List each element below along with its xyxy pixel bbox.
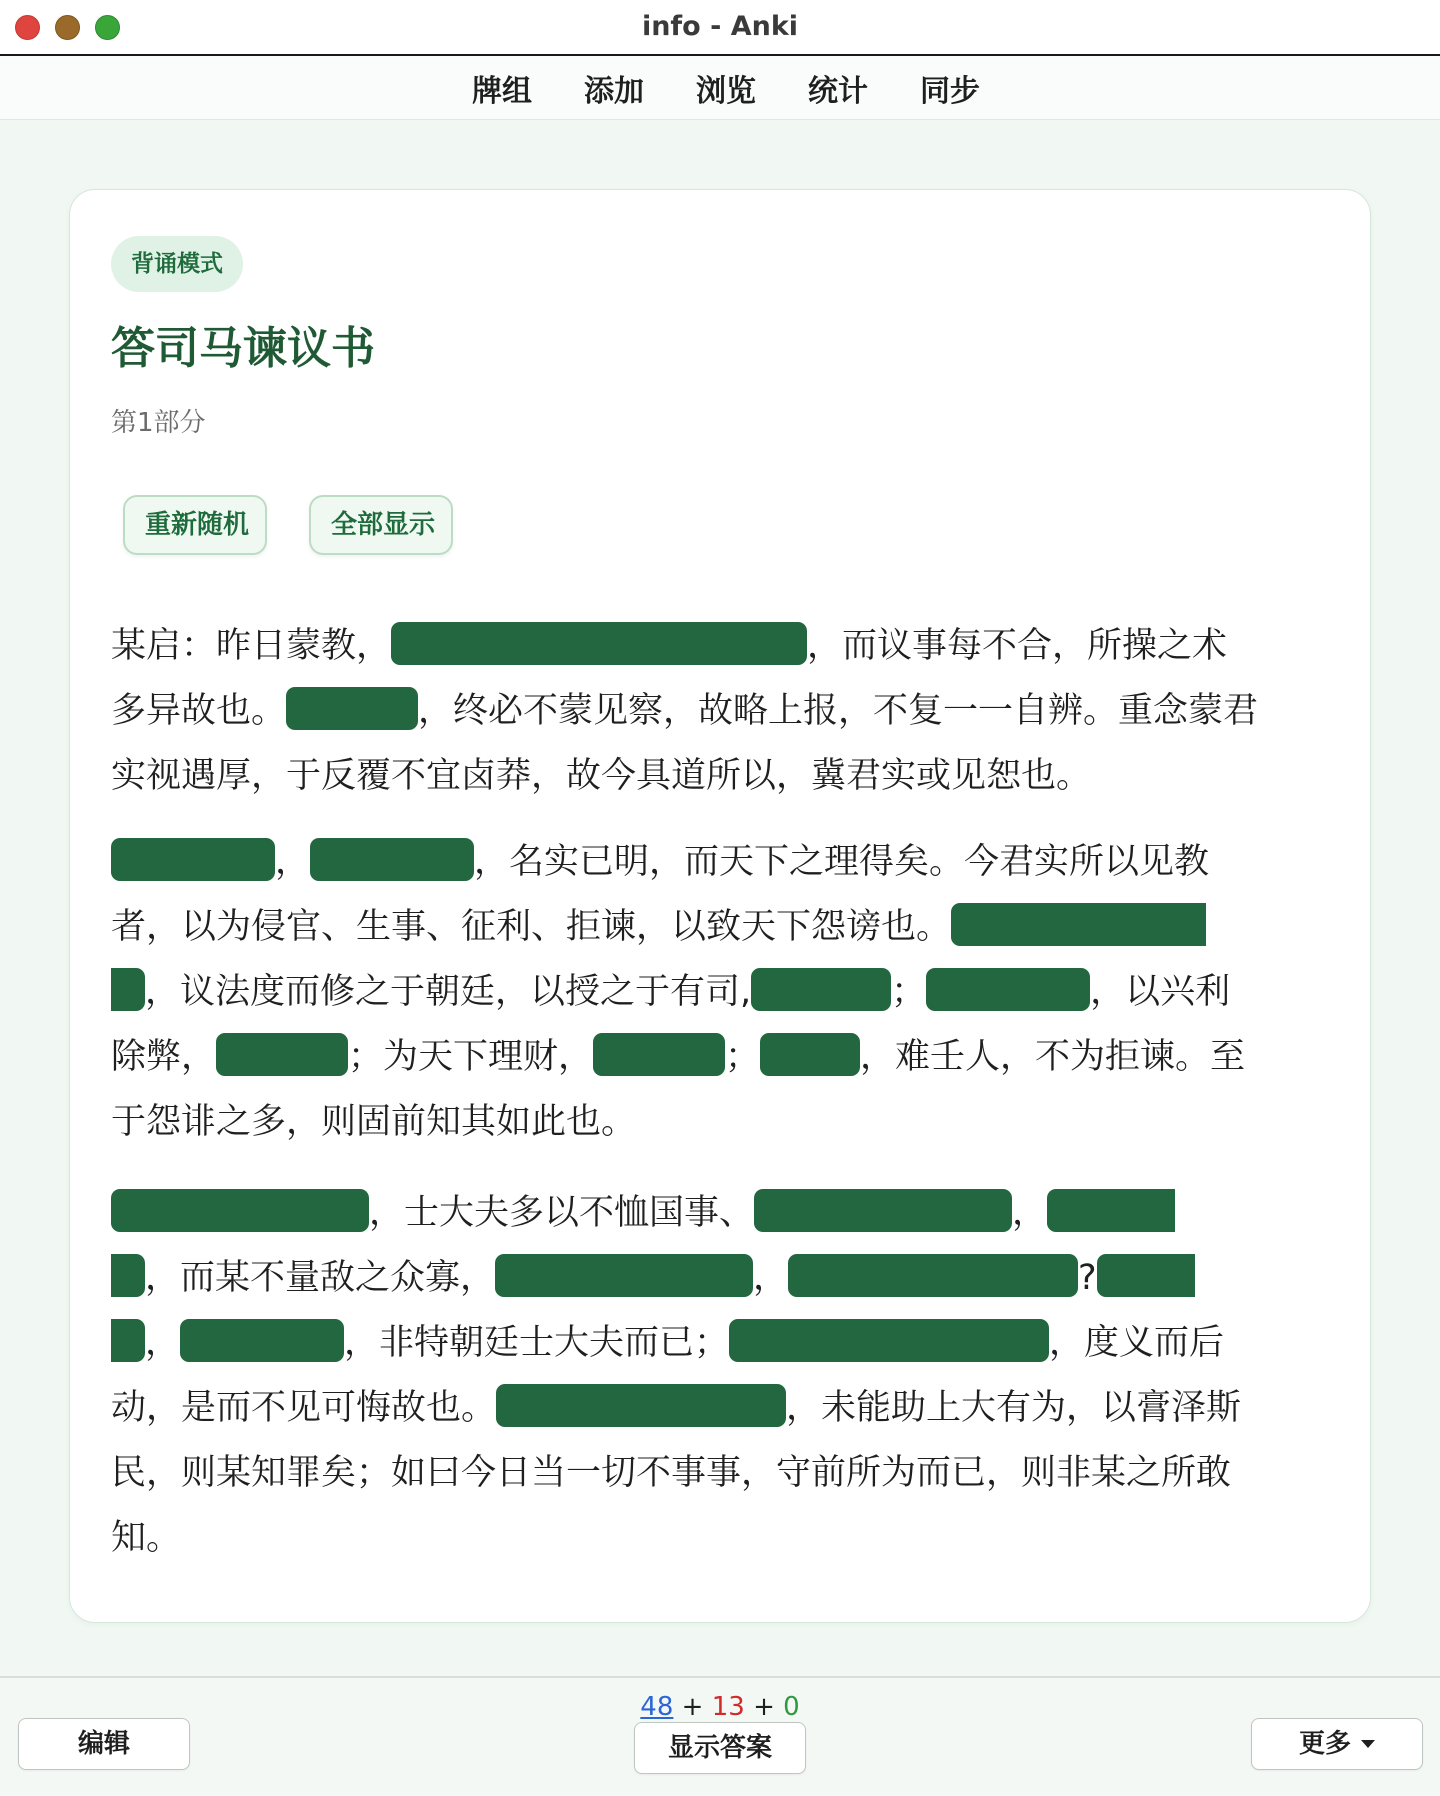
reshuffle-button[interactable]: 重新随机	[123, 495, 267, 555]
review-count: 0	[783, 1692, 800, 1722]
cloze-blank[interactable]	[926, 968, 1090, 1011]
card-subtitle: 第1部分	[111, 408, 206, 438]
passage-text: ，未能助上大有为，以膏泽斯	[786, 1388, 1242, 1428]
passage-text: 某启：昨日蒙教，	[111, 626, 392, 666]
edit-button[interactable]: 编辑	[18, 1718, 190, 1770]
review-card	[69, 189, 1371, 1623]
learning-count: 13	[711, 1692, 745, 1722]
title-bar	[0, 0, 1440, 56]
passage-line	[111, 960, 1341, 1025]
passage-text: 知。	[111, 1518, 182, 1558]
passage-text: ，而议事每不合，所操之术	[807, 626, 1228, 666]
passage-text: ，	[145, 1323, 181, 1363]
passage-text: ，而某不量敌之众寡，	[145, 1258, 496, 1298]
passage-text: 者，以为侵官、生事、征利、拒谏，以致天下怨谤也。	[111, 907, 952, 947]
cloze-blank[interactable]	[496, 1384, 786, 1427]
passage-text: 民，则某知罪矣；如曰今日当一切不事事，守前所为而已，则非某之所敢	[111, 1453, 1232, 1493]
reveal-all-button[interactable]: 全部显示	[309, 495, 453, 555]
due-counts	[0, 1692, 1440, 1722]
count-separator: +	[673, 1692, 712, 1722]
passage-paragraph-3	[111, 1181, 1341, 1571]
cloze-blank[interactable]	[751, 968, 891, 1011]
passage-text: ，	[753, 1258, 789, 1298]
main-toolbar	[0, 56, 1440, 120]
passage-text: 动，是而不见可悔故也。	[111, 1388, 497, 1428]
passage-text: ，度义而后	[1049, 1323, 1225, 1363]
passage-text: ，	[275, 842, 311, 882]
cloze-blank[interactable]	[754, 1189, 1012, 1232]
passage-line	[111, 1311, 1341, 1376]
passage-line	[111, 1025, 1341, 1090]
passage-text: 多异故也。	[111, 691, 287, 731]
passage-text: ，难壬人，不为拒谏。至	[860, 1037, 1246, 1077]
passage-line	[111, 1090, 1341, 1155]
card-title: 答司马谏议书	[111, 323, 375, 374]
new-count: 48	[640, 1692, 674, 1722]
show-answer-button[interactable]: 显示答案	[634, 1722, 806, 1774]
cloze-blank[interactable]	[1047, 1189, 1175, 1232]
passage-text: ，	[1012, 1193, 1048, 1233]
passage-line	[111, 679, 1341, 744]
cloze-blank[interactable]	[391, 622, 807, 665]
passage-text: ?	[1078, 1258, 1097, 1298]
cloze-blank[interactable]	[1097, 1254, 1195, 1297]
passage-text: ；为天下理财，	[348, 1037, 594, 1077]
passage-text: ，终必不蒙见察，故略上报，不复一一自辨。重念蒙君	[418, 691, 1259, 731]
passage-line	[111, 614, 1341, 679]
cloze-blank[interactable]	[111, 1189, 369, 1232]
passage-line	[111, 1376, 1341, 1441]
passage-text: ，士大夫多以不恤国事、	[369, 1193, 755, 1233]
cloze-blank[interactable]	[216, 1033, 348, 1076]
mode-badge: 背诵模式	[111, 236, 243, 292]
cloze-blank[interactable]	[951, 903, 1206, 946]
passage-line	[111, 830, 1341, 895]
passage-text: 除弊，	[111, 1037, 217, 1077]
passage-line	[111, 1181, 1341, 1246]
passage-line	[111, 1246, 1341, 1311]
cloze-blank[interactable]	[111, 1254, 145, 1297]
passage-line	[111, 1506, 1341, 1571]
toolbar-add-link[interactable]: 添加	[584, 74, 644, 109]
cloze-blank[interactable]	[788, 1254, 1078, 1297]
passage-text: ，非特朝廷士大夫而已；	[344, 1323, 730, 1363]
more-button[interactable]	[1251, 1718, 1423, 1770]
cloze-blank[interactable]	[760, 1033, 860, 1076]
passage-text: ；	[891, 972, 927, 1012]
window-title: info - Anki	[641, 11, 799, 42]
review-bottom-bar	[0, 1676, 1440, 1796]
cloze-blank[interactable]	[180, 1319, 344, 1362]
cloze-blank[interactable]	[495, 1254, 753, 1297]
passage-text: ，名实已明，而天下之理得矣。今君实所以见教	[474, 842, 1210, 882]
passage-line	[111, 895, 1341, 960]
passage-text: ，议法度而修之于朝廷，以授之于有司,	[145, 972, 752, 1012]
passage-line	[111, 744, 1341, 809]
cloze-blank[interactable]	[286, 687, 418, 730]
passage-text: 于怨诽之多，则固前知其如此也。	[111, 1102, 637, 1142]
cloze-blank[interactable]	[111, 838, 275, 881]
more-button-label: 更多	[1298, 1729, 1351, 1759]
passage-text: ；	[725, 1037, 761, 1077]
cloze-blank[interactable]	[729, 1319, 1049, 1362]
passage-text: 实视遇厚，于反覆不宜卤莽，故今具道所以，冀君实或见恕也。	[111, 756, 1092, 796]
cloze-blank[interactable]	[310, 838, 474, 881]
toolbar-sync-link[interactable]: 同步	[920, 74, 980, 109]
cloze-blank[interactable]	[111, 968, 145, 1011]
toolbar-stats-link[interactable]: 统计	[808, 74, 868, 109]
passage-line	[111, 1441, 1341, 1506]
passage-paragraph-1	[111, 614, 1341, 809]
cloze-blank[interactable]	[111, 1319, 145, 1362]
passage-paragraph-2	[111, 830, 1341, 1155]
count-separator: +	[744, 1692, 784, 1722]
passage-text: ，以兴利	[1090, 972, 1231, 1012]
toolbar-decks-link[interactable]: 牌组	[472, 74, 532, 109]
toolbar-browse-link[interactable]: 浏览	[696, 74, 756, 109]
chevron-down-icon	[1361, 1740, 1375, 1748]
cloze-blank[interactable]	[593, 1033, 725, 1076]
